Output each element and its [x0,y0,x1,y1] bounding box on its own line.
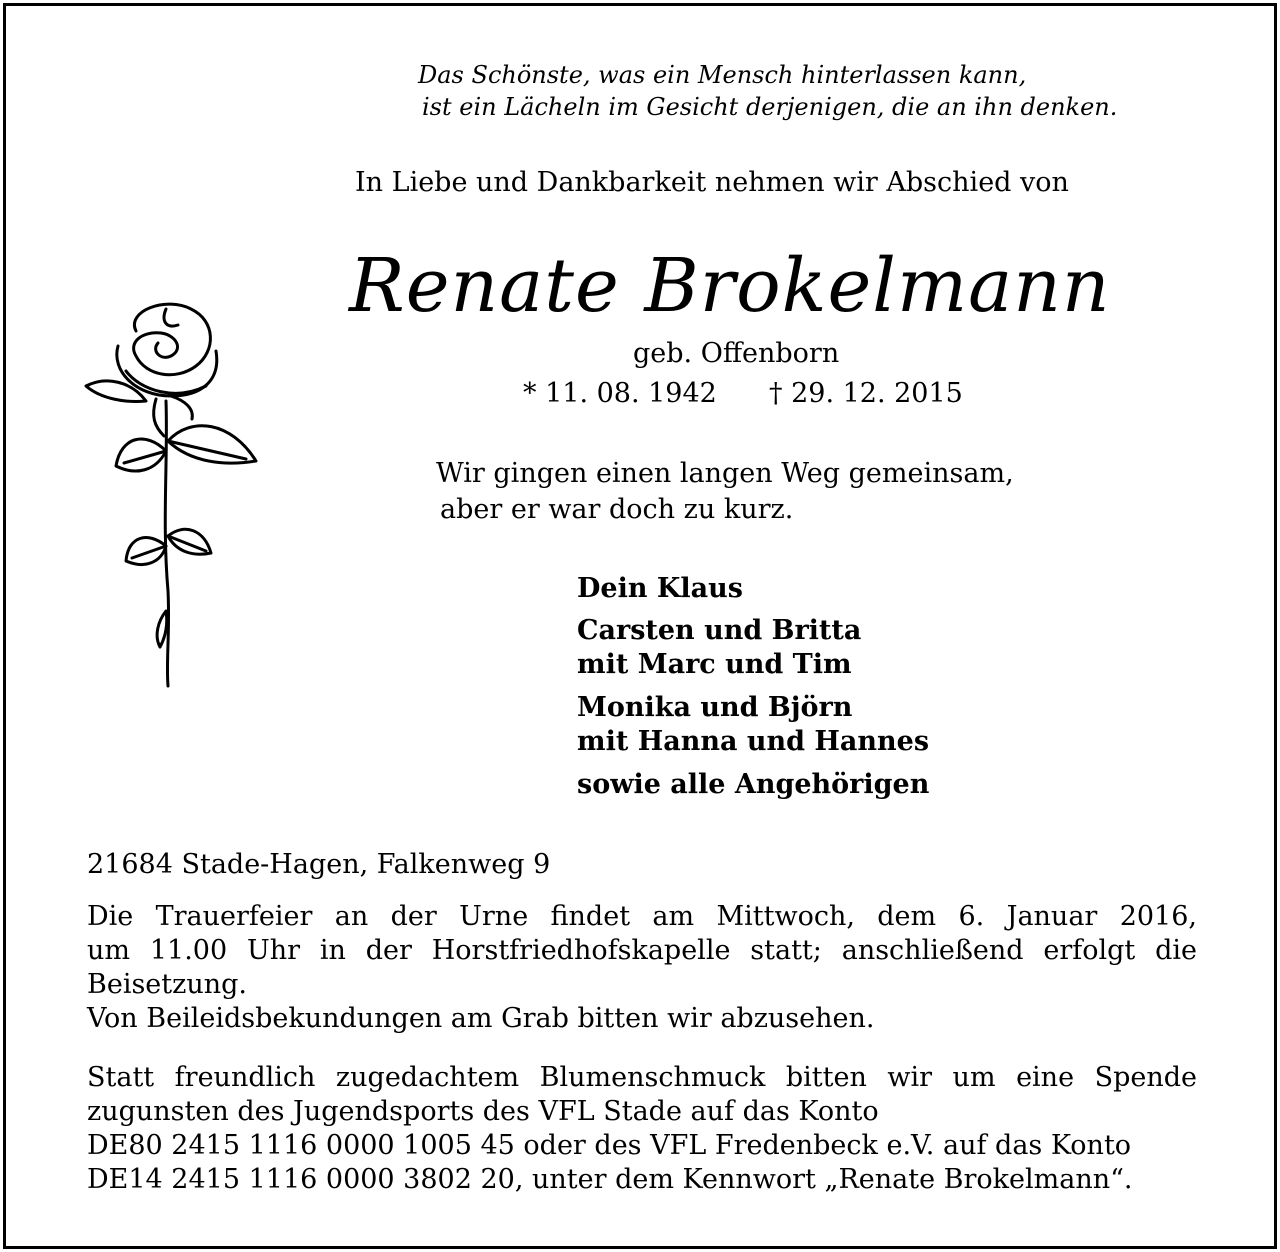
donation-paragraph [87,1061,1197,1197]
donation-line-3: DE80 2415 1116 0000 1005 45 oder des VFL Fredenbeck e.V. auf das Konto [87,1130,1132,1161]
birth-name: geb. Offenborn [633,338,840,369]
intro-line: In Liebe und Dankbarkeit nehmen wir Abschied von [355,167,1069,198]
obituary-notice [3,3,1277,1249]
verse-line-2: aber er war doch zu kurz. [440,494,794,525]
service-line-1: Die Trauerfeier an der Urne findet am Mittwoch, dem 6. Januar 2016, [87,901,1197,932]
deceased-name: Renate Brokelmann [349,243,1111,329]
service-line-4: Von Beileidsbekundungen am Grab bitten wir abzusehen. [87,1003,875,1034]
birth-date: * 11. 08. 1942 [523,378,717,409]
service-line-2: um 11.00 Uhr in der Horstfriedhofskapelle statt; anschließend erfolgt die [87,935,1197,966]
mourner-3b: mit Hanna und Hannes [577,726,930,757]
mourner-3a: Monika und Björn [577,692,853,723]
service-paragraph [87,900,1197,1036]
quote-line-2: ist ein Lächeln im Gesicht derjenigen, die an ihn denken. [422,93,1118,121]
mourner-4: sowie alle Angehörigen [577,769,930,800]
donation-line-4: DE14 2415 1116 0000 3802 20, unter dem Kennwort „Renate Brokelmann“. [87,1164,1133,1195]
death-date: † 29. 12. 2015 [769,378,963,409]
rose-icon [66,291,266,691]
service-line-3: Beisetzung. [87,969,248,1000]
address: 21684 Stade-Hagen, Falkenweg 9 [87,849,551,880]
donation-line-1: Statt freundlich zugedachtem Blumenschmuck bitten wir um eine Spende [87,1062,1197,1093]
donation-line-2: zugunsten des Jugendsports des VFL Stade auf das Konto [87,1096,879,1127]
mourner-1: Dein Klaus [577,573,743,604]
quote-line-1: Das Schönste, was ein Mensch hinterlassen kann, [418,61,1027,89]
mourner-2b: mit Marc und Tim [577,649,852,680]
verse-line-1: Wir gingen einen langen Weg gemeinsam, [436,458,1014,489]
mourner-2a: Carsten und Britta [577,615,862,646]
